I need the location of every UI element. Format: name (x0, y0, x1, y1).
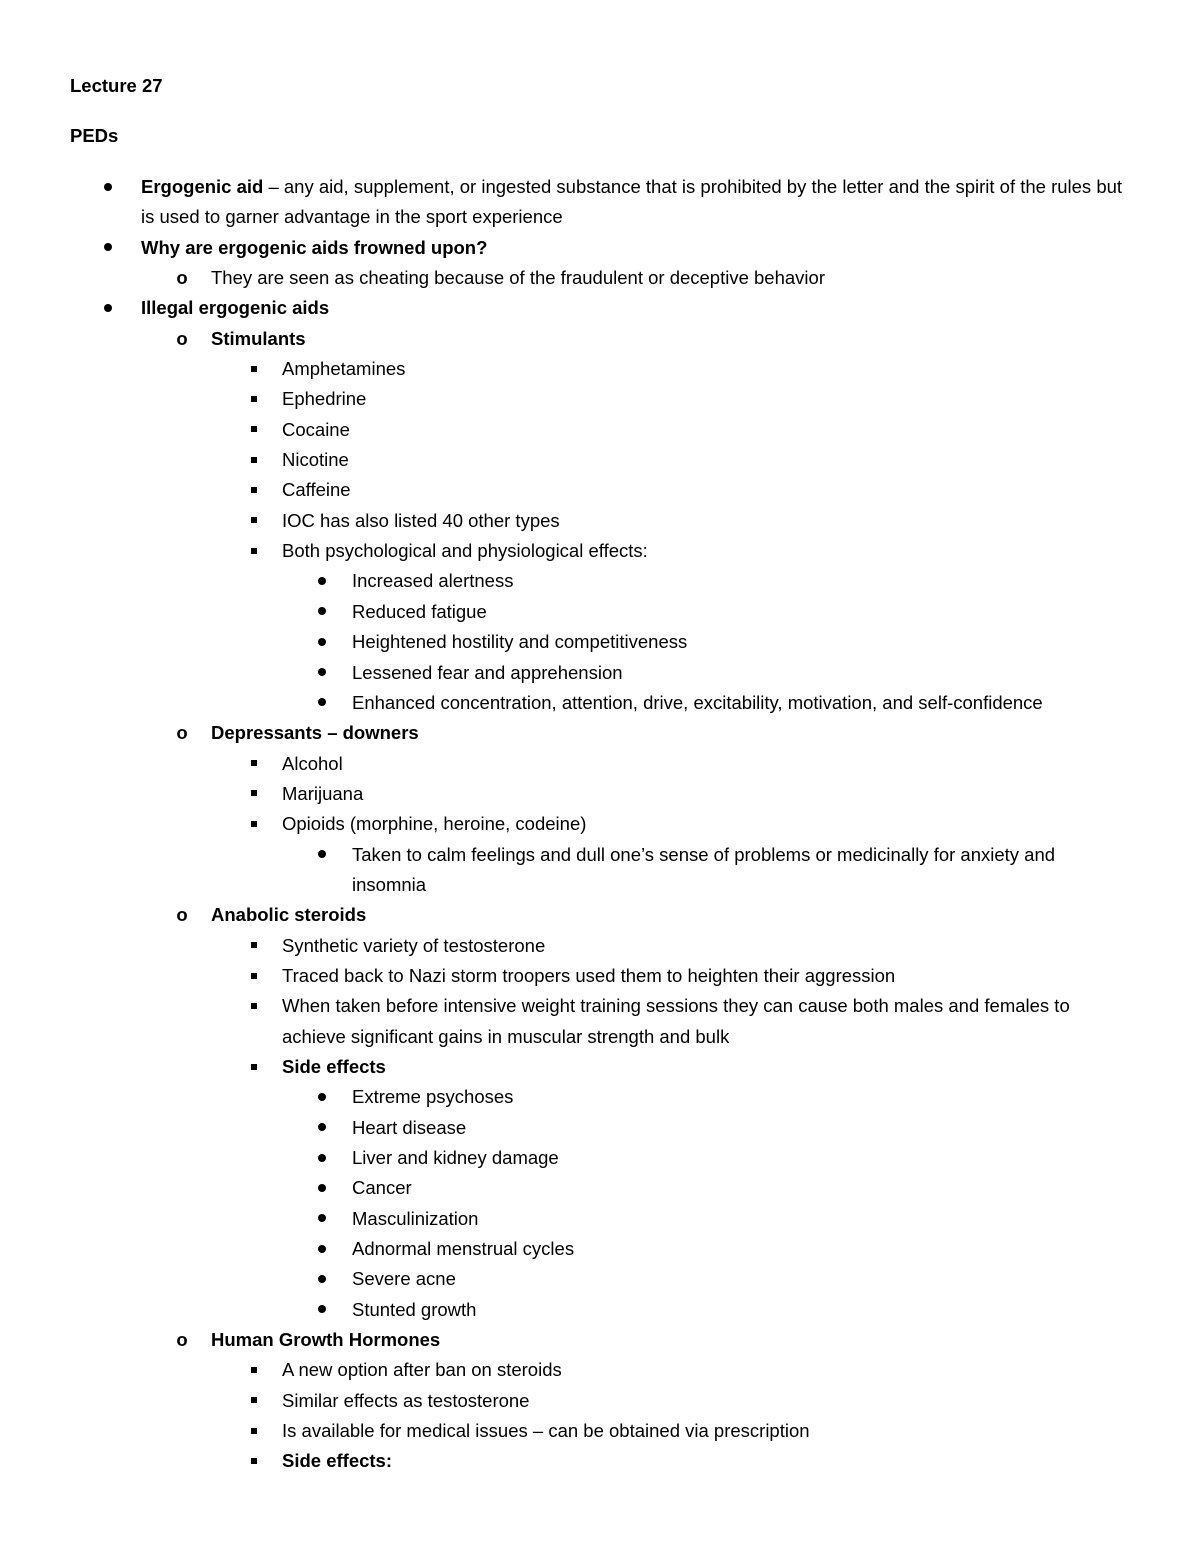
item-bold-text: Ergogenic aid (141, 176, 264, 197)
list-item-level-3 (0, 415, 1200, 445)
list-item-level-4 (0, 1295, 1200, 1325)
item-text: Opioids (morphine, heroine, codeine) (282, 813, 587, 835)
square-bullet-icon (249, 1355, 259, 1385)
square-bullet-icon (249, 536, 259, 566)
outline-list (0, 172, 1200, 1477)
dot-bullet-icon (315, 566, 329, 596)
list-item-level-4 (0, 1113, 1200, 1143)
list-item-level-3 (0, 1052, 1200, 1082)
list-item-level-3 (0, 506, 1200, 536)
page-title: Lecture 27 (70, 75, 163, 96)
item-text: Synthetic variety of testosterone (282, 934, 546, 956)
dot-bullet-icon (315, 1143, 329, 1173)
item-text: A new option after ban on steroids (282, 1359, 562, 1381)
item-text: Extreme psychoses (352, 1086, 514, 1108)
square-bullet-icon (249, 749, 259, 779)
square-bullet-icon (249, 1416, 259, 1446)
item-text: IOC has also listed 40 other types (282, 509, 560, 531)
dot-bullet-icon (315, 627, 329, 657)
square-bullet-icon (249, 809, 259, 839)
o-bullet-icon: o (176, 327, 188, 349)
item-text: Taken to calm feelings and dull one’s sense of problems or medicinally for anxiety and insomnia (352, 843, 1056, 895)
dot-bullet-icon (315, 688, 329, 718)
dot-bullet-icon (315, 1295, 329, 1325)
list-item-level-1 (0, 172, 1131, 233)
square-bullet-icon (249, 445, 259, 475)
item-text: Enhanced concentration, attention, drive, excitability, motivation, and self-confidence (352, 691, 1043, 713)
o-bullet-icon: o (176, 267, 188, 289)
dot-bullet-icon (315, 840, 329, 870)
dot-bullet-icon (315, 1264, 329, 1294)
square-bullet-icon (249, 991, 259, 1021)
list-item-level-4 (0, 627, 1200, 657)
square-bullet-icon (249, 1446, 259, 1476)
list-item-level-4 (0, 1082, 1200, 1112)
item-text: Alcohol (282, 752, 343, 774)
list-item-level-4 (0, 1234, 1200, 1264)
item-text: Is available for medical issues – can be obtained via prescription (282, 1420, 810, 1442)
item-text: Nicotine (282, 449, 349, 471)
list-item-level-2 (0, 1325, 1200, 1355)
dot-bullet-icon (101, 293, 115, 323)
list-item-level-3 (0, 991, 1132, 1052)
item-text: – any aid, supplement, or ingested substance that is prohibited by the letter and the spirit of the rules but is used to garner advantage in the sport experience (141, 176, 1123, 228)
item-text: Heightened hostility and competitiveness (352, 631, 688, 653)
o-bullet-icon: o (176, 722, 188, 744)
list-item-level-3 (0, 1355, 1200, 1385)
list-item-level-4 (0, 1143, 1200, 1173)
square-bullet-icon (249, 354, 259, 384)
item-text: Similar effects as testosterone (282, 1389, 530, 1411)
dot-bullet-icon (315, 597, 329, 627)
item-bold-text: Human Growth Hormones (211, 1329, 441, 1351)
list-item-level-2 (0, 900, 1200, 930)
square-bullet-icon (249, 1386, 259, 1416)
list-item-level-3 (0, 931, 1200, 961)
item-bold-text: Illegal ergogenic aids (141, 297, 330, 319)
section-heading: PEDs (70, 125, 119, 146)
dot-bullet-icon (315, 658, 329, 688)
item-text: Lessened fear and apprehension (352, 661, 623, 683)
item-text: Masculinization (352, 1207, 479, 1229)
list-item-level-4 (0, 1173, 1200, 1203)
item-text: Both psychological and physiological effects: (282, 540, 648, 562)
list-item-level-3 (0, 961, 1200, 991)
item-text: When taken before intensive weight training sessions they can cause both males and females to achieve significant gains in muscular strength and bulk (282, 995, 1070, 1047)
square-bullet-icon (249, 506, 259, 536)
list-item-level-3 (0, 779, 1200, 809)
item-text: Stunted growth (352, 1298, 477, 1320)
item-text: Traced back to Nazi storm troopers used them to heighten their aggression (282, 964, 896, 986)
dot-bullet-icon (101, 233, 115, 263)
square-bullet-icon (249, 415, 259, 445)
square-bullet-icon (249, 475, 259, 505)
list-item-level-4 (0, 840, 1112, 901)
list-item-level-4 (0, 688, 1200, 718)
list-item-level-3 (0, 1416, 1200, 1446)
item-text: Ephedrine (282, 388, 367, 410)
square-bullet-icon (249, 384, 259, 414)
list-item-level-3 (0, 1386, 1200, 1416)
square-bullet-icon (249, 1052, 259, 1082)
list-item-level-2 (0, 263, 1200, 293)
list-item-level-4 (0, 1204, 1200, 1234)
item-text: Marijuana (282, 782, 364, 804)
item-bold-text: Side effects (282, 1055, 386, 1077)
list-item-level-4 (0, 1264, 1200, 1294)
list-item-level-3 (0, 536, 1200, 566)
dot-bullet-icon (315, 1082, 329, 1112)
item-bold-text: Anabolic steroids (211, 904, 367, 926)
item-text: Cancer (352, 1177, 412, 1199)
dot-bullet-icon (315, 1113, 329, 1143)
square-bullet-icon (249, 931, 259, 961)
o-bullet-icon: o (176, 1329, 188, 1351)
list-item-level-3 (0, 354, 1200, 384)
list-item-level-2 (0, 324, 1200, 354)
dot-bullet-icon (315, 1204, 329, 1234)
item-text: Reduced fatigue (352, 600, 487, 622)
list-item-level-4 (0, 597, 1200, 627)
dot-bullet-icon (101, 172, 115, 202)
item-bold-text: Depressants – downers (211, 722, 419, 744)
item-bold-text: Side effects: (282, 1450, 393, 1472)
item-bold-text: Why are ergogenic aids frowned upon? (141, 236, 488, 258)
dot-bullet-icon (315, 1234, 329, 1264)
dot-bullet-icon (315, 1173, 329, 1203)
list-item-level-4 (0, 658, 1200, 688)
item-text: Caffeine (282, 479, 351, 501)
list-item-level-1 (0, 293, 1200, 323)
square-bullet-icon (249, 779, 259, 809)
list-item-level-3 (0, 384, 1200, 414)
item-text: Increased alertness (352, 570, 514, 592)
item-bold-text: Stimulants (211, 327, 306, 349)
item-text: They are seen as cheating because of the fraudulent or deceptive behavior (211, 267, 825, 289)
item-text: Amphetamines (282, 358, 406, 380)
list-item-level-3 (0, 749, 1200, 779)
item-text: Cocaine (282, 418, 350, 440)
item-text: Liver and kidney damage (352, 1147, 559, 1168)
list-item-level-3 (0, 809, 1200, 839)
item-text: Severe acne (352, 1268, 456, 1290)
item-text: Adnormal menstrual cycles (352, 1238, 575, 1260)
list-item-level-3 (0, 475, 1200, 505)
item-text: Heart disease (352, 1116, 467, 1138)
square-bullet-icon (249, 961, 259, 991)
list-item-level-2 (0, 718, 1200, 748)
list-item-level-3 (0, 1446, 1200, 1476)
list-item-level-3 (0, 445, 1200, 475)
o-bullet-icon: o (176, 904, 188, 926)
list-item-level-1 (0, 233, 1200, 263)
list-item-level-4 (0, 566, 1200, 596)
